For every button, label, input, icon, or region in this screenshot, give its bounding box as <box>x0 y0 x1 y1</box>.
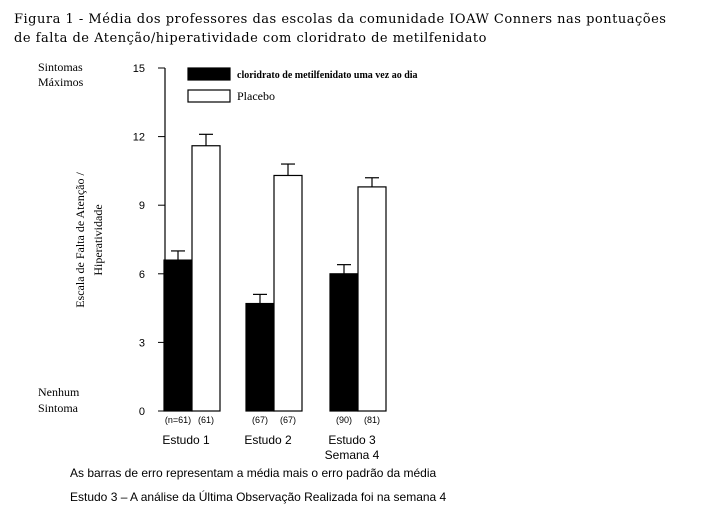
n-label: (61) <box>197 415 215 425</box>
y-tick-label: 3 <box>138 337 145 350</box>
bar-placebo-2 <box>274 175 302 411</box>
y-axis-label-line-2: Hiperatividade <box>91 204 105 276</box>
bar-drug-2 <box>246 304 274 411</box>
y-tick-label: 6 <box>138 268 145 281</box>
category-label-3: Semana 4 <box>324 448 380 462</box>
n-label: (90) <box>335 415 353 425</box>
legend-swatch-drug <box>188 68 230 80</box>
n-label: (81) <box>363 415 381 425</box>
category-label-1: Estudo 1 <box>162 433 210 447</box>
y-tick-label: 12 <box>132 131 145 144</box>
y-axis-label-line-1: Escala de Falta de Atenção / <box>73 172 87 308</box>
figure-title-line-1: Figura 1 - Média dos professores das escolas da comunidade IOAW Conners nas pontuações <box>14 12 667 27</box>
n-label: (n=61) <box>164 415 192 425</box>
y-annotation-max-line-2: Máximos <box>38 75 84 89</box>
bar-placebo-3 <box>358 187 386 411</box>
y-tick-label: 15 <box>132 63 145 75</box>
bar-drug-1 <box>164 260 192 411</box>
bar-placebo-1 <box>192 146 220 411</box>
y-annotation-min-line-2: Sintoma <box>38 401 79 415</box>
footnote-error-bars: As barras de erro representam a média mais o erro padrão da média <box>70 466 437 480</box>
y-annotation-max-line-1: Sintomas <box>38 60 83 74</box>
y-tick-label: 9 <box>138 200 145 213</box>
y-annotation-min-line-1: Nenhum <box>38 385 80 399</box>
bar-drug-3 <box>330 274 358 411</box>
category-label-2: Estudo 2 <box>244 433 292 447</box>
legend-label-drug: cloridrato de metilfenidato uma vez ao dia <box>237 70 418 81</box>
n-label: (67) <box>251 415 269 425</box>
legend-label-placebo: Placebo <box>237 89 275 103</box>
y-tick-label: 0 <box>138 406 145 418</box>
n-label: (67) <box>279 415 297 425</box>
legend-swatch-placebo <box>188 90 230 102</box>
figure-title-line-2: de falta de Atenção/hiperatividade com cloridrato de metilfenidato <box>14 31 487 46</box>
footnote-study-3: Estudo 3 – A análise da Última Observação Realizada foi na semana 4 <box>70 490 447 504</box>
category-label-3: Estudo 3 <box>328 433 376 447</box>
